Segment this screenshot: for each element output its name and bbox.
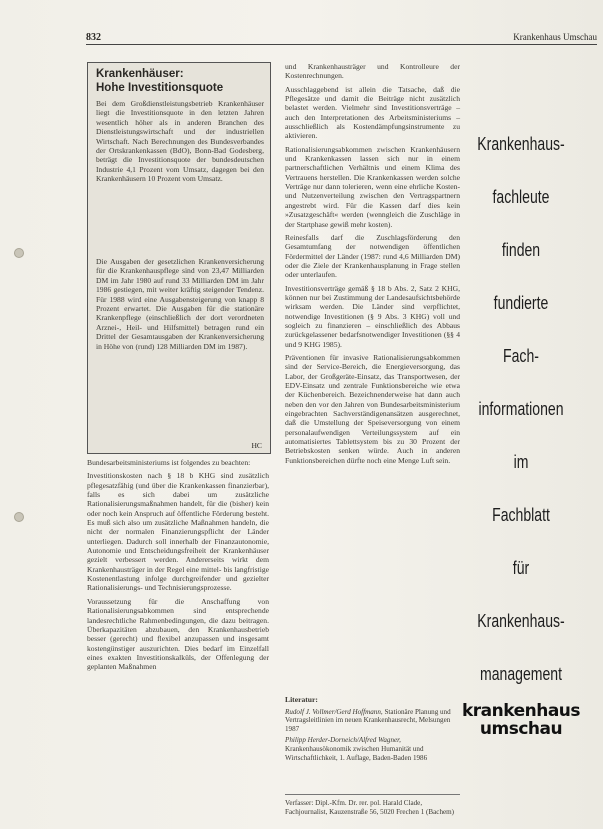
logo-line2: umschau — [479, 719, 563, 739]
ad-line: Fachblatt — [492, 505, 550, 525]
article-paragraph: Präventionen für invasive Rationalisierungsabkommen sind der Service-Bereich, die Energieversorgung, das Labor, der Großgeräte-Einsatz, das Transportwesen, der EDV-Einsatz und zentrale Funktionsbereiche wie etwa der Küchenbereich. Bezeichnenderweise hat dann auch neben den vor den Jahren von Bundesarbeitsministerium eingebrachten Sachverständigenansätzen ausgerechnet, daß die Umstellung der Speiseversorgung von einem personalaufwendigen Verteilungssystem auf ein automatisiertes Tablettsystem bis zu 30 Prozent der Betriebskosten senken würde. Auch in anderen Funktionsbereichen dürfte noch eine Menge Luft sein. — [285, 352, 460, 465]
logo-line1: krankenhaus — [461, 701, 581, 721]
sidebar-box — [87, 62, 271, 454]
middle-column — [285, 62, 460, 469]
literature-heading: Literatur: — [285, 695, 318, 704]
running-head: Krankenhaus Umschau — [513, 32, 597, 42]
page-number: 832 — [86, 32, 101, 43]
article-paragraph: Bundesarbeitsministeriums ist folgendes zu beachten: — [87, 458, 251, 467]
box-paragraph: Die Ausgaben der gesetzlichen Krankenversicherung für die Krankenhauspflege sind von 23,47 Milliarden DM im Jahr 1980 auf rund 33 Milliarden DM im Jahr 1986 gestiegen, mit weiter kräftig steigender Tendenz. Für 1988 wird eine Ausgabensteigerung von knapp 8 Prozent erwartet. Die Ausgaben für die stationäre Krankenpflege (einschließlich der dort verordneten Arznei-, Heil- und Hilfsmittel) betragen rund ein Drittel der Gesamtausgaben der Krankenversicherung in Höhe von (rund) 128 Milliarden DM im 1987). — [96, 257, 264, 351]
ad-line: finden — [501, 240, 541, 260]
article-paragraph: und Krankenhausträger und Kontrolleure der Kostenrechnungen. — [285, 62, 460, 81]
advertisement — [444, 110, 598, 810]
article-paragraph: Investitionskosten nach § 18 b KHG sind zusätzlich pflegesatzfähig (und über die Krankenkassen finanzierbar), falls es sich dabei um zusätzliche Rationalisierungsmaßnahmen handelt, für die (bisher) kein oder noch kein Anspruch auf öffentliche Förderung besteht. Es muß sich also um zusätzliche Maßnahmen handeln, die nicht der normalen Finanzierungspflicht der Länder unterliegen. Dadurch soll innerhalb der Finanzautonomie, Autonomie und Entscheidungsfreiheit der Krankenhäuser gezielt verbessert werden. Andererseits wirkt dem Krankenhausträger in der Regel eine mittel- bis langfristige Kostenentlastung infolge durchgreifender und gezielter Rationalisierungs- und Technisierungsprozesse. — [87, 471, 269, 593]
literature-text: Krankenhausökonomik zwischen Humanität und Wirtschaftlichkeit, 1. Auflage, Baden-Baden 1986 — [285, 744, 428, 762]
ad-line: informationen — [478, 399, 564, 419]
literature-section — [285, 696, 460, 765]
article-paragraph: Ausschlaggebend ist allein die Tatsache, daß die Pflegesätze und damit die Beiträge nicht zusätzlich belastet werden. Vielmehr sind Investitionsverträge – auch den Interpretationen des Arbeitsministeriums – ausschließlich als Kostendämpfungsinstrumente zu aktivieren. — [285, 84, 460, 141]
ad-line: Krankenhaus- — [477, 611, 565, 631]
header-rule — [86, 44, 597, 45]
author-info: Verfasser: Dipl.-Kfm. Dr. rer. pol. Harald Clade, Fachjournalist, Kauzenstraße 56, 5020 Frechen 1 (Bachem) — [285, 794, 460, 816]
magazine-logo — [444, 702, 598, 738]
literature-text: Stationäre Planung und Vertragsleitlinien im neuen Krankenhausrecht, Melsungen 1987 — [285, 707, 451, 733]
box-title-line1: Krankenhäuser: — [96, 68, 184, 80]
article-paragraph: Investitionsverträge gemäß § 18 b Abs. 2, Satz 2 KHG, können nur bei Zustimmung der Landesaufsichtsbehörde wirksam werden. Die Länder sind verpflichtet, notwendige Investitionen (§ 9 Abs. 3 KHG) voll und sogleich zu finanzieren – einschließlich des Abbaus zurückgelassener bedarfsnotwendiger Investitionen (§§ 4 und 9 KHG 1985). — [285, 283, 460, 349]
box-title — [96, 67, 266, 95]
literature-authors: Philipp Herder-Dorneich/Alfred Wagner, — [285, 736, 401, 745]
binder-hole — [14, 248, 24, 258]
literature-authors: Rudolf J. Vollmer/Gerd Hoffmann, — [285, 707, 383, 716]
box-title-line2: Hohe Investitionsquote — [96, 82, 224, 94]
ad-line: Fach- — [503, 346, 539, 366]
ad-line: für — [512, 558, 530, 578]
left-column — [87, 458, 269, 676]
ad-line: im — [513, 452, 529, 472]
box-signature: HC — [251, 441, 262, 450]
ad-line: management — [480, 664, 562, 684]
binder-hole — [14, 512, 24, 522]
article-paragraph: Reinesfalls darf die Zuschlagsförderung den Gesamtumfang der notwendigen öffentlichen Fördermittel der Länder (1987: rund 4,6 Milliarden DM) oder die Ziele der Krankenhausplanung in Frage stellen oder unterlaufen. — [285, 232, 460, 280]
box-paragraph: Bei dem Großdienstleistungsbetrieb Krankenhäuser liegt die Investitionsquote in den letzten Jahren wesentlich höher als in anderen Branchen des Dienstleistungswirtschaft und der industriellen Wirtschaft. Nach Berechnungen des Bundesverbandes der Ortskrankenkassen (BdO), Bonn-Bad Godesberg, beträgt die Investitionsquote der bundesdeutschen Industrie 4,1 Prozent vom Umsatz, dagegen bei den Krankenhäusern 10 Prozent vom Umsatz. — [96, 99, 264, 184]
article-paragraph: Voraussetzung für die Anschaffung von Rationalisierungsabkommen sind entsprechende landesrechtliche Rahmenbedingungen, die dazu beitragen. Überkapazitäten abzubauen, den Krankenhausbetrieb besser (gerecht) und flexibel anzupassen und insgesamt kostengünstiger auszurichten. Dies bedarf im Einzelfall eines exakten Investitionskalküls, der Offenlegung der geplanten Maßnahmen — [87, 596, 269, 672]
literature-entry — [285, 736, 460, 762]
ad-line: fundierte — [493, 293, 549, 313]
ad-line: Krankenhaus- — [477, 134, 565, 154]
ad-line: fachleute — [492, 187, 550, 207]
literature-entry — [285, 708, 460, 734]
article-paragraph: Rationalisierungsabkommen zwischen Krankenhäusern und Krankenkassen lassen sich nur in einem partnerschaftlichen Verhältnis und einem Klima des Vertrauens herstellen. Die Krankenkassen werden solche Verträge nur dann tolerieren, wenn eine ehrliche Kosten- und Nutzenverteilung zwischen den Vertragspartnern angestrebt wird. Für die Kassen darf dies kein »Zusatzgeschäft« werden (wenngleich die Zuschläge in der Startphase gewiß mehr kosten). — [285, 144, 460, 229]
